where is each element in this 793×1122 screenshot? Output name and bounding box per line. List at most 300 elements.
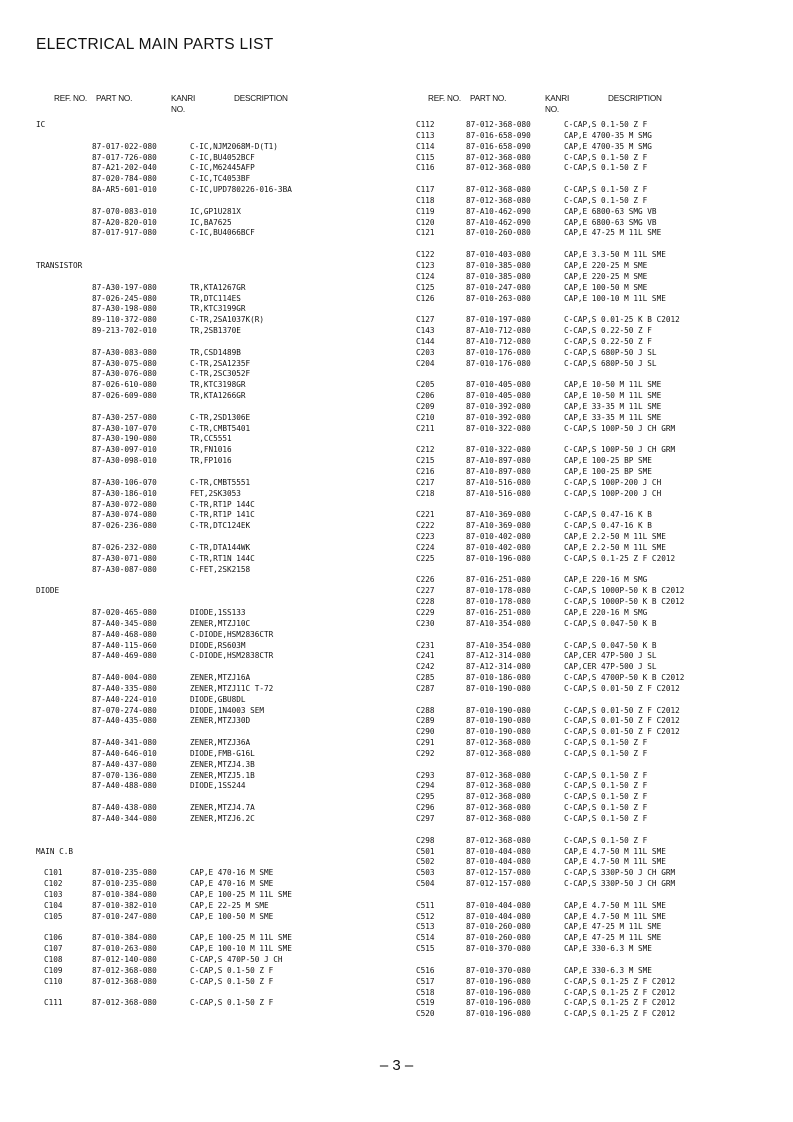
- part-no-cell: 87-016-658-090: [466, 130, 531, 140]
- ref-no-cell: C242: [416, 662, 435, 672]
- table-row: [36, 543, 396, 554]
- spacer-row: [416, 695, 776, 706]
- description-cell: CAP,E 4.7-50 M 11L SME: [564, 911, 666, 921]
- part-no-cell: 89-110-372-080: [92, 315, 157, 325]
- part-no-cell: 87-017-022-080: [92, 141, 157, 151]
- spacer-row: [416, 955, 776, 966]
- spacer-row: [36, 825, 396, 836]
- table-row: [416, 445, 776, 456]
- part-no-cell: 87-010-402-080: [466, 532, 531, 542]
- table-row: [416, 619, 776, 630]
- description-cell: CAP,E 100-25 M 11L SME: [190, 933, 292, 943]
- part-no-cell: 87-010-403-080: [466, 250, 531, 260]
- ref-no-cell: C216: [416, 467, 435, 476]
- description-cell: C-CAP,S 680P-50 J SL: [564, 358, 657, 368]
- description-cell: CAP,E 100-25 M 11L SME: [190, 889, 292, 899]
- description-cell: CAP,E 10-50 M 11L SME: [564, 380, 662, 390]
- table-row: [416, 684, 776, 695]
- ref-no-cell: C110: [44, 976, 63, 986]
- table-row: [36, 424, 396, 435]
- table-row: [36, 500, 396, 511]
- ref-no-cell: C204: [416, 358, 435, 368]
- ref-no-cell: C502: [416, 857, 435, 867]
- part-no-cell: 87-010-322-080: [466, 423, 531, 433]
- description-cell: ZENER,MTZJ30D: [190, 716, 251, 726]
- description-cell: C-CAP,S 0.047-50 K B: [564, 640, 657, 650]
- description-cell: C-TR,2SA1037K(R): [190, 315, 265, 325]
- ref-no-cell: C287: [416, 683, 435, 693]
- part-no-cell: 87-A40-438-080: [92, 803, 157, 813]
- part-no-cell: 87-012-368-080: [466, 814, 531, 823]
- description-cell: C-CAP,S 100P-200 J CH: [564, 477, 662, 487]
- spacer-row: [36, 727, 396, 738]
- part-no-cell: 87-070-136-080: [92, 770, 157, 780]
- ref-no-cell: C291: [416, 738, 435, 748]
- description-cell: CAP,CER 47P-500 J SL: [564, 651, 657, 661]
- part-no-cell: 87-A10-354-080: [466, 618, 531, 628]
- description-cell: DIODE,1SS133: [190, 607, 246, 617]
- spacer-row: [36, 792, 396, 803]
- part-no-cell: 87-010-247-080: [92, 911, 157, 921]
- part-no-cell: 87-010-404-080: [466, 911, 531, 921]
- part-no-cell: 87-017-917-080: [92, 228, 157, 238]
- ref-no-cell: C512: [416, 911, 435, 921]
- table-row: [416, 792, 776, 803]
- description-cell: CAP,E 100-25 BP SME: [564, 456, 652, 466]
- part-no-cell: 87-016-658-090: [466, 141, 531, 151]
- description-cell: CAP,CER 47P-500 J SL: [564, 662, 657, 672]
- part-no-cell: 87-012-368-080: [466, 748, 531, 758]
- description-cell: CAP,E 220-25 M SME: [564, 260, 648, 270]
- description-cell: CAP,E 4.7-50 M 11L SME: [564, 846, 666, 856]
- part-no-cell: 87-012-368-080: [466, 781, 531, 791]
- page-number: – 3 –: [379, 1057, 414, 1074]
- part-no-cell: 87-A30-190-080: [92, 434, 157, 444]
- description-cell: ZENER,MTZJ36A: [190, 738, 251, 748]
- spacer-row: [416, 434, 776, 445]
- table-row: [416, 879, 776, 890]
- table-row: [416, 218, 776, 229]
- part-no-cell: 87-A40-469-080: [92, 651, 157, 661]
- table-row: [36, 673, 396, 684]
- section-title: IC: [36, 120, 46, 129]
- part-no-cell: 87-A30-071-080: [92, 553, 157, 563]
- description-cell: TR,CSD1489B: [190, 347, 241, 357]
- table-row: [416, 131, 776, 142]
- spacer-row: [416, 174, 776, 185]
- ref-no-cell: C203: [416, 347, 435, 357]
- description-cell: TR,KTA1267GR: [190, 282, 246, 292]
- description-cell: TR,KTC3199GR: [190, 304, 246, 314]
- part-no-cell: 87-012-368-080: [466, 163, 531, 173]
- description-cell: C-CAP,S 0.1-50 Z F: [190, 976, 274, 986]
- ref-no-cell: C520: [416, 1009, 435, 1019]
- description-cell: C-DIODE,HSM2836CTR: [190, 629, 274, 639]
- table-row: [36, 456, 396, 467]
- ref-no-cell: C241: [416, 651, 435, 661]
- table-row: [36, 706, 396, 717]
- description-cell: C-CAP,S 0.1-50 Z F: [564, 835, 648, 845]
- table-row: [416, 847, 776, 858]
- table-row: [36, 163, 396, 174]
- table-row: [36, 749, 396, 760]
- description-cell: TR,FP1016: [190, 456, 232, 466]
- table-row: [416, 391, 776, 402]
- description-cell: TR,FN1016: [190, 445, 232, 455]
- ref-no-cell: C116: [416, 163, 435, 173]
- ref-no-cell: C221: [416, 510, 435, 520]
- table-row: [416, 868, 776, 879]
- description-cell: C-CAP,S 0.1-50 Z F: [564, 185, 648, 195]
- description-cell: C-CAP,S 100P-200 J CH: [564, 488, 662, 498]
- table-row: [36, 478, 396, 489]
- part-no-cell: 87-A40-341-080: [92, 738, 157, 748]
- description-cell: C-CAP,S 4700P-50 K B C2012: [564, 673, 685, 683]
- description-cell: DIODE,1SS244: [190, 781, 246, 791]
- description-cell: C-CAP,S 680P-50 J SL: [564, 347, 657, 357]
- table-row: [36, 879, 396, 890]
- table-row: [416, 359, 776, 370]
- table-row: [416, 185, 776, 196]
- table-row: [36, 304, 396, 315]
- table-row: [416, 196, 776, 207]
- table-row: [416, 510, 776, 521]
- description-cell: C-TR,RT1P 144C: [190, 499, 255, 509]
- table-row: [416, 272, 776, 283]
- ref-no-cell: C121: [416, 228, 435, 238]
- part-no-cell: 87-010-235-080: [92, 879, 157, 889]
- table-row: [416, 641, 776, 652]
- header-kanri-no: NO.: [171, 104, 185, 114]
- description-cell: C-CAP,S 1000P-50 K B C2012: [564, 586, 685, 596]
- table-row: [36, 651, 396, 662]
- table-row: [416, 575, 776, 586]
- description-cell: CAP,E 47-25 M 11L SME: [564, 922, 662, 932]
- part-no-cell: 87-016-251-080: [466, 575, 531, 585]
- description-cell: ZENER,MTZJ4.7A: [190, 803, 255, 813]
- table-row: [416, 922, 776, 933]
- table-row: [416, 326, 776, 337]
- ref-no-cell: C229: [416, 607, 435, 617]
- spacer-row: [36, 250, 396, 261]
- ref-no-cell: C294: [416, 781, 435, 791]
- part-no-cell: 87-010-235-080: [92, 868, 157, 878]
- part-no-cell: 87-A30-074-080: [92, 510, 157, 520]
- description-cell: C-CAP,S 0.1-25 Z F C2012: [564, 998, 676, 1008]
- description-cell: C-CAP,S 100P-50 J CH GRM: [564, 423, 676, 433]
- description-cell: C-CAP,S 0.1-50 Z F: [564, 792, 648, 802]
- ref-no-cell: C212: [416, 445, 435, 455]
- part-no-cell: 87-010-402-080: [466, 542, 531, 552]
- description-cell: C-CAP,S 0.22-50 Z F: [564, 336, 652, 346]
- description-cell: C-CAP,S 1000P-50 K B C2012: [564, 597, 685, 607]
- ref-no-cell: C215: [416, 456, 435, 466]
- ref-no-cell: C117: [416, 185, 435, 195]
- part-no-cell: 87-A12-314-080: [466, 662, 531, 672]
- description-cell: C-CAP,S 0.47-16 K B: [564, 510, 652, 520]
- description-cell: DIODE,FMB-G16L: [190, 748, 255, 758]
- table-row: [36, 608, 396, 619]
- part-no-cell: 87-012-368-080: [466, 770, 531, 780]
- part-no-cell: 87-A40-115-060: [92, 640, 157, 650]
- table-row: [36, 619, 396, 630]
- ref-no-cell: C109: [44, 965, 63, 975]
- ref-no-cell: C293: [416, 770, 435, 780]
- description-cell: C-CAP,S 0.1-50 Z F: [190, 965, 274, 975]
- description-cell: C-CAP,S 330P-50 J CH GRM: [564, 879, 676, 889]
- section-title: TRANSISTOR: [36, 260, 83, 270]
- part-no-cell: 87-A10-516-080: [466, 488, 531, 498]
- description-cell: C-CAP,S 470P-50 J CH: [190, 954, 283, 964]
- description-cell: C-CAP,S 0.01-50 Z F C2012: [564, 716, 680, 726]
- ref-no-cell: C108: [44, 954, 63, 964]
- part-no-cell: 87-017-726-080: [92, 152, 157, 162]
- ref-no-cell: C101: [44, 868, 63, 878]
- part-no-cell: 87-A30-075-080: [92, 358, 157, 368]
- table-row: [416, 651, 776, 662]
- header-description: DESCRIPTION: [234, 94, 288, 103]
- ref-no-cell: C231: [416, 640, 435, 650]
- table-row: [36, 716, 396, 727]
- part-no-cell: 87-010-196-080: [466, 998, 531, 1008]
- table-row: [416, 554, 776, 565]
- table-row: [36, 565, 396, 576]
- part-no-cell: 8A-AR5-601-010: [92, 185, 157, 195]
- table-row: [36, 359, 396, 370]
- ref-no-cell: C123: [416, 260, 435, 270]
- part-no-cell: 87-012-368-080: [466, 120, 531, 129]
- description-cell: C-CAP,S 0.1-25 Z F C2012: [564, 976, 676, 986]
- table-row: [416, 912, 776, 923]
- part-no-cell: 87-010-196-080: [466, 553, 531, 563]
- table-row: [416, 489, 776, 500]
- ref-no-cell: C113: [416, 130, 435, 140]
- description-cell: CAP,E 470-16 M SME: [190, 879, 274, 889]
- section-heading: [36, 586, 396, 597]
- table-row: [416, 771, 776, 782]
- part-no-cell: 87-010-404-080: [466, 900, 531, 910]
- table-row: [416, 348, 776, 359]
- table-row: [416, 424, 776, 435]
- spacer-row: [36, 532, 396, 543]
- ref-no-cell: C211: [416, 423, 435, 433]
- description-cell: CAP,E 330-6.3 M SME: [564, 944, 652, 954]
- part-no-cell: 87-010-197-080: [466, 315, 531, 325]
- part-no-cell: 87-012-368-080: [466, 835, 531, 845]
- spacer-row: [36, 131, 396, 142]
- table-row: [36, 955, 396, 966]
- part-no-cell: 87-A30-197-080: [92, 282, 157, 292]
- spacer-row: [36, 988, 396, 999]
- description-cell: C-IC,BU4066BCF: [190, 228, 255, 238]
- part-no-cell: 89-213-702-010: [92, 326, 157, 336]
- ref-no-cell: C209: [416, 401, 435, 411]
- table-row: [36, 380, 396, 391]
- table-row: [36, 142, 396, 153]
- part-no-cell: 87-010-405-080: [466, 380, 531, 390]
- table-row: [416, 543, 776, 554]
- ref-no-cell: C503: [416, 868, 435, 878]
- spacer-row: [416, 565, 776, 576]
- spacer-row: [36, 836, 396, 847]
- description-cell: CAP,E 4.7-50 M 11L SME: [564, 857, 666, 867]
- part-no-cell: 87-026-609-080: [92, 391, 157, 401]
- ref-no-cell: C226: [416, 575, 435, 585]
- table-row: [416, 532, 776, 543]
- ref-no-cell: C126: [416, 293, 435, 303]
- part-no-cell: 87-010-404-080: [466, 857, 531, 867]
- ref-no-cell: C292: [416, 748, 435, 758]
- table-row: [416, 250, 776, 261]
- table-row: [36, 630, 396, 641]
- table-row: [36, 153, 396, 164]
- part-no-cell: 87-010-263-080: [92, 944, 157, 954]
- table-row: [36, 413, 396, 424]
- description-cell: CAP,E 6800-63 SMG VB: [564, 217, 657, 227]
- table-row: [416, 944, 776, 955]
- part-no-cell: 87-010-392-080: [466, 401, 531, 411]
- table-row: [416, 163, 776, 174]
- spacer-row: [416, 630, 776, 641]
- ref-no-cell: C105: [44, 911, 63, 921]
- table-row: [416, 597, 776, 608]
- table-row: [36, 315, 396, 326]
- spacer-row: [416, 825, 776, 836]
- part-no-cell: 87-A10-462-090: [466, 206, 531, 216]
- table-row: [416, 966, 776, 977]
- spacer-row: [36, 575, 396, 586]
- part-no-cell: 87-A10-712-080: [466, 336, 531, 346]
- table-row: [36, 326, 396, 337]
- table-row: [416, 977, 776, 988]
- section-heading: [36, 120, 396, 131]
- table-row: [36, 966, 396, 977]
- part-no-cell: 87-A30-098-010: [92, 456, 157, 466]
- description-cell: C-CAP,S 0.1-50 Z F: [564, 163, 648, 173]
- ref-no-cell: C501: [416, 846, 435, 856]
- table-row: [416, 521, 776, 532]
- part-no-cell: 87-010-196-080: [466, 1009, 531, 1019]
- description-cell: ZENER,MTZJ11C T-72: [190, 683, 274, 693]
- spacer-row: [36, 337, 396, 348]
- table-row: [36, 641, 396, 652]
- ref-no-cell: C144: [416, 336, 435, 346]
- description-cell: CAP,E 100-10 M 11L SME: [190, 944, 292, 954]
- part-no-cell: 87-A30-097-010: [92, 445, 157, 455]
- description-cell: C-CAP,S 0.1-50 Z F: [564, 195, 648, 205]
- ref-no-cell: C289: [416, 716, 435, 726]
- ref-no-cell: C106: [44, 933, 63, 943]
- description-cell: FET,2SK3053: [190, 488, 241, 498]
- description-cell: C-CAP,S 100P-50 J CH GRM: [564, 445, 676, 455]
- part-no-cell: 87-010-322-080: [466, 445, 531, 455]
- part-no-cell: 87-070-083-010: [92, 206, 157, 216]
- description-cell: CAP,E 47-25 M 11L SME: [564, 228, 662, 238]
- description-cell: C-CAP,S 0.1-50 Z F: [190, 998, 274, 1008]
- part-no-cell: 87-010-392-080: [466, 412, 531, 422]
- description-cell: C-CAP,S 0.01-25 K B C2012: [564, 315, 680, 325]
- part-no-cell: 87-010-178-080: [466, 586, 531, 596]
- table-row: [416, 608, 776, 619]
- description-cell: ZENER,MTZJ16A: [190, 673, 251, 683]
- page-title: ELECTRICAL MAIN PARTS LIST: [36, 36, 274, 53]
- part-no-cell: 87-A10-354-080: [466, 640, 531, 650]
- table-row: [36, 521, 396, 532]
- part-no-cell: 87-012-368-080: [466, 792, 531, 802]
- part-no-cell: 87-012-368-080: [466, 803, 531, 813]
- ref-no-cell: C124: [416, 271, 435, 281]
- description-cell: TR,2SB1370E: [190, 326, 241, 336]
- part-no-cell: 87-010-385-080: [466, 260, 531, 270]
- table-row: [36, 391, 396, 402]
- ref-no-cell: C227: [416, 586, 435, 596]
- description-cell: IC,BA7625: [190, 217, 232, 227]
- part-no-cell: 87-A10-369-080: [466, 510, 531, 520]
- part-no-cell: 87-010-370-080: [466, 965, 531, 975]
- part-no-cell: 87-A12-314-080: [466, 651, 531, 661]
- description-cell: TR,KTC3198GR: [190, 380, 246, 390]
- ref-no-cell: C290: [416, 727, 435, 737]
- header-kanri-right: [545, 94, 569, 115]
- table-row: [416, 727, 776, 738]
- part-no-cell: 87-A40-344-080: [92, 814, 157, 823]
- header-kanri-label-right: KANRI: [545, 94, 570, 103]
- header-part-no-right: PART NO.: [470, 94, 507, 103]
- table-row: [36, 814, 396, 825]
- description-cell: CAP,E 100-50 M SME: [564, 282, 648, 292]
- parts-list-right-column: [416, 120, 776, 1020]
- table-row: [416, 207, 776, 218]
- table-row: [36, 445, 396, 456]
- description-cell: C-TR,RT1N 144C: [190, 553, 255, 563]
- ref-no-cell: C515: [416, 944, 435, 954]
- header-ref-no: REF. NO.: [54, 94, 87, 103]
- part-no-cell: 87-010-196-080: [466, 987, 531, 997]
- table-row: [416, 228, 776, 239]
- description-cell: CAP,E 2.2-50 M 11L SME: [564, 532, 666, 542]
- table-row: [36, 868, 396, 879]
- description-cell: C-IC,M62445AFP: [190, 163, 255, 173]
- ref-no-cell: C112: [416, 120, 435, 129]
- ref-no-cell: C285: [416, 673, 435, 683]
- description-cell: C-CAP,S 0.047-50 K B: [564, 618, 657, 628]
- ref-no-cell: C519: [416, 998, 435, 1008]
- ref-no-cell: C206: [416, 391, 435, 401]
- spacer-row: [416, 239, 776, 250]
- ref-no-cell: C298: [416, 835, 435, 845]
- table-row: [36, 977, 396, 988]
- part-no-cell: 87-A30-198-080: [92, 304, 157, 314]
- table-row: [416, 781, 776, 792]
- table-row: [36, 890, 396, 901]
- description-cell: C-CAP,S 0.47-16 K B: [564, 521, 652, 531]
- part-no-cell: 87-A30-076-080: [92, 369, 157, 379]
- description-cell: C-CAP,S 0.1-50 Z F: [564, 152, 648, 162]
- part-no-cell: 87-A10-897-080: [466, 456, 531, 466]
- part-no-cell: 87-A10-897-080: [466, 467, 531, 476]
- table-row: [416, 836, 776, 847]
- description-cell: C-CAP,S 0.01-50 Z F C2012: [564, 683, 680, 693]
- part-no-cell: 87-012-368-080: [92, 965, 157, 975]
- ref-no-cell: C504: [416, 879, 435, 889]
- ref-no-cell: C295: [416, 792, 435, 802]
- table-row: [36, 684, 396, 695]
- description-cell: C-IC,TC4053BF: [190, 174, 251, 184]
- part-no-cell: 87-A10-462-090: [466, 217, 531, 227]
- table-row: [36, 912, 396, 923]
- part-no-cell: 87-A40-345-080: [92, 618, 157, 628]
- ref-no-cell: C218: [416, 488, 435, 498]
